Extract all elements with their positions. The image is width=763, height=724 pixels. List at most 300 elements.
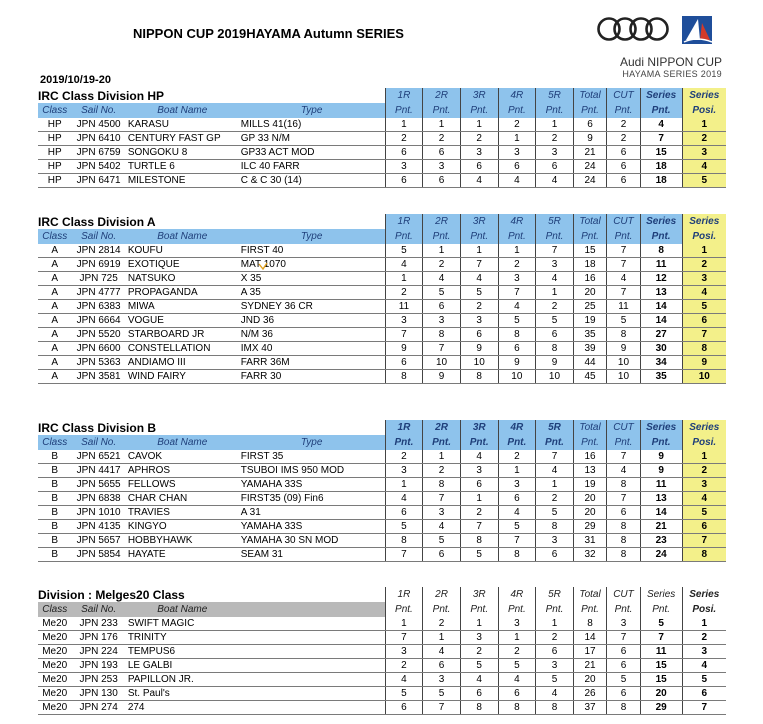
- cell-posi: 1: [682, 244, 726, 258]
- cell-total: 37: [573, 701, 606, 715]
- header-cell: 4R: [498, 214, 536, 229]
- cell-cut: 7: [607, 492, 640, 506]
- cell-class: B: [38, 506, 71, 520]
- cell-r1: 7: [385, 328, 423, 342]
- cell-r2: 3: [423, 506, 461, 520]
- header-cell: Posi.: [682, 103, 726, 118]
- cell-series: 14: [640, 300, 682, 314]
- header-cell: Type: [239, 103, 385, 118]
- cell-boat: CAVOK: [126, 450, 239, 464]
- header-cell: Pnt.: [460, 229, 498, 244]
- cell-r4: 4: [498, 506, 536, 520]
- cell-r3: 5: [460, 286, 498, 300]
- cell-r3: 4: [460, 174, 498, 188]
- cell-r3: 2: [460, 132, 498, 146]
- cell-type: IMX 40: [239, 342, 385, 356]
- header-cell: Series: [640, 587, 682, 602]
- cell-total: 29: [573, 520, 606, 534]
- cell-boat: KARASU: [126, 118, 239, 132]
- header-cell: Sail No.: [71, 103, 125, 118]
- table-row: [38, 314, 726, 328]
- cell-r3: 4: [460, 450, 498, 464]
- logo-subtitle: HAYAMA SERIES 2019: [622, 69, 722, 79]
- cell-boat: CONSTELLATION: [126, 342, 239, 356]
- cell-posi: 5: [682, 300, 726, 314]
- cell-cut: 2: [607, 118, 640, 132]
- cell-r3: 8: [460, 701, 498, 715]
- header-cell: Sail No.: [71, 602, 125, 617]
- header-cell: Boat Name: [126, 435, 239, 450]
- sail-flag-icon: [680, 14, 714, 46]
- cell-posi: 7: [682, 534, 726, 548]
- table-row: [38, 342, 726, 356]
- cell-total: 20: [573, 506, 606, 520]
- cell-boat: St. Paul's: [126, 687, 239, 701]
- header-cell: Pnt.: [536, 602, 574, 617]
- cell-r5: 4: [536, 174, 574, 188]
- cell-total: 26: [573, 687, 606, 701]
- cell-r2: 2: [423, 617, 461, 631]
- cell-r3: 10: [460, 356, 498, 370]
- header-cell: Total: [573, 88, 606, 103]
- header-cell: Series: [640, 420, 682, 435]
- cell-class: HP: [38, 132, 71, 146]
- cell-boat: LE GALBI: [126, 659, 239, 673]
- cell-class: A: [38, 258, 71, 272]
- cell-boat: KINGYO: [126, 520, 239, 534]
- cell-r3: 1: [460, 244, 498, 258]
- cell-r4: 7: [498, 534, 536, 548]
- cell-r4: 6: [498, 342, 536, 356]
- table-row: [38, 631, 726, 645]
- cell-r2: 8: [423, 478, 461, 492]
- header-cell: Pnt.: [607, 103, 640, 118]
- header-cell: Pnt.: [607, 435, 640, 450]
- cell-total: 20: [573, 492, 606, 506]
- cell-series: 20: [640, 687, 682, 701]
- cell-type: FARR 36M: [239, 356, 385, 370]
- header-cell: Pnt.: [536, 103, 574, 118]
- cell-sail: JPN 5655: [71, 478, 125, 492]
- cell-posi: 2: [682, 258, 726, 272]
- header-cell: Class: [38, 602, 71, 617]
- table-row: [38, 645, 726, 659]
- cell-r1: 5: [385, 520, 423, 534]
- header-cell: Pnt.: [536, 435, 574, 450]
- cell-r2: 2: [423, 258, 461, 272]
- cell-sail: JPN 6600: [71, 342, 125, 356]
- cell-total: 8: [573, 617, 606, 631]
- cell-class: B: [38, 478, 71, 492]
- cell-r1: 3: [385, 314, 423, 328]
- cell-series: 7: [640, 631, 682, 645]
- cell-sail: JPN 224: [71, 645, 125, 659]
- cell-r5: 4: [536, 464, 574, 478]
- cell-total: 31: [573, 534, 606, 548]
- cell-series: 27: [640, 328, 682, 342]
- cell-class: A: [38, 328, 71, 342]
- header-cell: Pnt.: [423, 435, 461, 450]
- cell-boat: TRINITY: [126, 631, 239, 645]
- cell-cut: 2: [607, 132, 640, 146]
- cell-r4: 4: [498, 174, 536, 188]
- cell-series: 9: [640, 464, 682, 478]
- cell-r5: 5: [536, 314, 574, 328]
- cell-posi: 7: [682, 701, 726, 715]
- cell-r5: 8: [536, 520, 574, 534]
- cell-boat: MIWA: [126, 300, 239, 314]
- header-cell: Pnt.: [640, 435, 682, 450]
- cell-sail: JPN 176: [71, 631, 125, 645]
- cell-r2: 1: [423, 118, 461, 132]
- cell-class: HP: [38, 174, 71, 188]
- cell-class: A: [38, 300, 71, 314]
- cell-series: 13: [640, 492, 682, 506]
- cell-sail: JPN 6759: [71, 146, 125, 160]
- cell-r1: 4: [385, 258, 423, 272]
- cell-class: B: [38, 492, 71, 506]
- cell-posi: 8: [682, 342, 726, 356]
- cell-type: ILC 40 FARR: [239, 160, 385, 174]
- cell-r4: 3: [498, 146, 536, 160]
- cell-r3: 9: [460, 342, 498, 356]
- header-spacer: [38, 214, 385, 229]
- cell-boat: EXOTIQUE: [126, 258, 239, 272]
- cell-class: Me20: [38, 631, 71, 645]
- cell-total: 16: [573, 450, 606, 464]
- cell-boat: MILESTONE: [126, 174, 239, 188]
- table-row: [38, 478, 726, 492]
- header-cell: Pnt.: [385, 229, 423, 244]
- table-row: [38, 701, 726, 715]
- cell-r5: 2: [536, 300, 574, 314]
- cell-cut: 4: [607, 464, 640, 478]
- table-row: [38, 286, 726, 300]
- cell-sail: JPN 3581: [71, 370, 125, 384]
- cell-r5: 3: [536, 534, 574, 548]
- table-row: [38, 118, 726, 132]
- event-date: 2019/10/19-20: [40, 74, 111, 86]
- cell-type: C & C 30 (14): [239, 174, 385, 188]
- header-cell: Class: [38, 229, 71, 244]
- table-row: [38, 272, 726, 286]
- cell-cut: 6: [607, 506, 640, 520]
- cell-r2: 7: [423, 701, 461, 715]
- cell-total: 9: [573, 132, 606, 146]
- table-row: [38, 258, 726, 272]
- cell-r4: 10: [498, 370, 536, 384]
- cell-posi: 5: [682, 673, 726, 687]
- cell-r3: 2: [460, 645, 498, 659]
- cell-r1: 2: [385, 659, 423, 673]
- results-table: [38, 587, 726, 715]
- header-cell: Boat Name: [126, 602, 239, 617]
- cell-r4: 1: [498, 631, 536, 645]
- table-row: [38, 673, 726, 687]
- header-cell: Total: [573, 420, 606, 435]
- cell-total: 20: [573, 673, 606, 687]
- cell-class: HP: [38, 160, 71, 174]
- cell-series: 14: [640, 314, 682, 328]
- header-cell: Posi.: [682, 602, 726, 617]
- cell-r4: 8: [498, 328, 536, 342]
- cell-cut: 4: [607, 272, 640, 286]
- header-cell: Posi.: [682, 435, 726, 450]
- table-row: [38, 174, 726, 188]
- cell-class: Me20: [38, 645, 71, 659]
- cell-r5: 1: [536, 617, 574, 631]
- header-spacer: [38, 420, 385, 435]
- cell-sail: JPN 6919: [71, 258, 125, 272]
- cell-series: 15: [640, 659, 682, 673]
- logo-name: Audi NIPPON CUP: [619, 55, 722, 69]
- cell-type: JND 36: [239, 314, 385, 328]
- cell-r5: 9: [536, 356, 574, 370]
- cell-posi: 1: [682, 617, 726, 631]
- cell-r5: 4: [536, 687, 574, 701]
- cell-r2: 10: [423, 356, 461, 370]
- cell-sail: JPN 5657: [71, 534, 125, 548]
- header-cell: Pnt.: [607, 229, 640, 244]
- cell-posi: 4: [682, 286, 726, 300]
- cell-r5: 10: [536, 370, 574, 384]
- header-cell: 1R: [385, 587, 423, 602]
- cell-class: A: [38, 244, 71, 258]
- cell-sail: JPN 6471: [71, 174, 125, 188]
- cell-r4: 3: [498, 272, 536, 286]
- cell-type: YAMAHA 33S: [239, 478, 385, 492]
- cell-posi: 3: [682, 478, 726, 492]
- results-table: [38, 214, 726, 384]
- cell-r1: 7: [385, 631, 423, 645]
- cell-boat: KOUFU: [126, 244, 239, 258]
- header-cell: Series: [682, 420, 726, 435]
- header-cell: 1R: [385, 420, 423, 435]
- cell-boat: CHAR CHAN: [126, 492, 239, 506]
- cell-r4: 5: [498, 520, 536, 534]
- cell-boat: VOGUE: [126, 314, 239, 328]
- cell-r5: 1: [536, 286, 574, 300]
- cell-type: [239, 645, 385, 659]
- cell-series: 18: [640, 160, 682, 174]
- cell-cut: 8: [607, 520, 640, 534]
- cell-r2: 1: [423, 244, 461, 258]
- header-cell: Class: [38, 435, 71, 450]
- cell-type: N/M 36: [239, 328, 385, 342]
- header-cell: Series: [682, 214, 726, 229]
- cell-r2: 7: [423, 342, 461, 356]
- cell-r5: 6: [536, 160, 574, 174]
- header-cell: 3R: [460, 214, 498, 229]
- cell-r5: 4: [536, 272, 574, 286]
- table-row: [38, 464, 726, 478]
- cell-cut: 11: [607, 300, 640, 314]
- cell-r3: 6: [460, 328, 498, 342]
- cell-r2: 4: [423, 645, 461, 659]
- cell-r2: 6: [423, 659, 461, 673]
- cell-r4: 6: [498, 492, 536, 506]
- cell-posi: 10: [682, 370, 726, 384]
- cell-r2: 6: [423, 300, 461, 314]
- cell-type: [239, 687, 385, 701]
- header-cell: Pnt.: [460, 435, 498, 450]
- cell-sail: JPN 6410: [71, 132, 125, 146]
- cell-r5: 2: [536, 631, 574, 645]
- cell-r2: 2: [423, 464, 461, 478]
- cell-r5: 5: [536, 506, 574, 520]
- cell-sail: JPN 5854: [71, 548, 125, 562]
- header-cell: 4R: [498, 420, 536, 435]
- header-cell: 2R: [423, 214, 461, 229]
- cell-posi: 4: [682, 659, 726, 673]
- cell-series: 29: [640, 701, 682, 715]
- cell-r2: 7: [423, 492, 461, 506]
- cell-posi: 4: [682, 492, 726, 506]
- header-cell: Pnt.: [573, 602, 606, 617]
- cell-class: A: [38, 272, 71, 286]
- cell-class: Me20: [38, 687, 71, 701]
- cell-class: Me20: [38, 701, 71, 715]
- header-cell: Pnt.: [573, 103, 606, 118]
- cell-sail: JPN 5520: [71, 328, 125, 342]
- cell-r1: 1: [385, 478, 423, 492]
- cell-type: FIRST 35: [239, 450, 385, 464]
- cell-r3: 1: [460, 492, 498, 506]
- cell-cut: 7: [607, 258, 640, 272]
- cell-r3: 7: [460, 520, 498, 534]
- cell-type: [239, 701, 385, 715]
- cell-total: 24: [573, 174, 606, 188]
- cell-series: 13: [640, 286, 682, 300]
- cell-r2: 2: [423, 132, 461, 146]
- cell-sail: JPN 1010: [71, 506, 125, 520]
- header-cell: Series: [682, 587, 726, 602]
- cell-series: 34: [640, 356, 682, 370]
- cell-r1: 1: [385, 272, 423, 286]
- cell-r4: 1: [498, 132, 536, 146]
- cell-r1: 3: [385, 464, 423, 478]
- cell-total: 44: [573, 356, 606, 370]
- header-cell: Total: [573, 214, 606, 229]
- cell-series: 24: [640, 548, 682, 562]
- cell-type: MAT 1070: [239, 258, 385, 272]
- cell-r4: 4: [498, 673, 536, 687]
- cell-total: 14: [573, 631, 606, 645]
- cell-r1: 1: [385, 617, 423, 631]
- cell-r5: 2: [536, 132, 574, 146]
- cell-total: 24: [573, 160, 606, 174]
- cell-type: FARR 30: [239, 370, 385, 384]
- section-title: IRC Class Division HP: [38, 89, 165, 103]
- cell-boat: SWIFT MAGIC: [126, 617, 239, 631]
- cell-r5: 1: [536, 118, 574, 132]
- cell-posi: 6: [682, 314, 726, 328]
- cell-r5: 3: [536, 146, 574, 160]
- cell-r3: 3: [460, 146, 498, 160]
- cell-r4: 8: [498, 548, 536, 562]
- cell-r4: 2: [498, 258, 536, 272]
- cell-total: 19: [573, 478, 606, 492]
- cell-posi: 9: [682, 356, 726, 370]
- cell-r4: 3: [498, 617, 536, 631]
- table-row: [38, 370, 726, 384]
- header-cell: CUT: [607, 88, 640, 103]
- cell-r3: 7: [460, 258, 498, 272]
- table-row: [38, 687, 726, 701]
- cell-boat: WIND FAIRY: [126, 370, 239, 384]
- cell-r3: 4: [460, 673, 498, 687]
- cell-boat: PAPILLON JR.: [126, 673, 239, 687]
- table-row: [38, 356, 726, 370]
- cell-total: 21: [573, 659, 606, 673]
- cell-cut: 6: [607, 146, 640, 160]
- cell-r1: 2: [385, 286, 423, 300]
- header-cell: 1R: [385, 88, 423, 103]
- cell-class: Me20: [38, 617, 71, 631]
- header-cell: Pnt.: [423, 602, 461, 617]
- cell-series: 12: [640, 272, 682, 286]
- cell-posi: 3: [682, 645, 726, 659]
- cell-r1: 6: [385, 146, 423, 160]
- table-row: [38, 160, 726, 174]
- cell-series: 18: [640, 174, 682, 188]
- cell-r2: 3: [423, 673, 461, 687]
- header-cell: 5R: [536, 88, 574, 103]
- header-cell: Boat Name: [126, 229, 239, 244]
- cell-sail: JPN 253: [71, 673, 125, 687]
- cell-r4: 8: [498, 701, 536, 715]
- cell-total: 19: [573, 314, 606, 328]
- header-cell: 1R: [385, 214, 423, 229]
- cell-cut: 3: [607, 617, 640, 631]
- cell-sail: JPN 233: [71, 617, 125, 631]
- header-cell: Total: [573, 587, 606, 602]
- cell-total: 17: [573, 645, 606, 659]
- header-cell: Sail No.: [71, 435, 125, 450]
- cell-r4: 5: [498, 659, 536, 673]
- table-row: [38, 146, 726, 160]
- cell-r3: 3: [460, 631, 498, 645]
- header-cell: Type: [239, 435, 385, 450]
- cell-boat: TRAVIES: [126, 506, 239, 520]
- cell-r5: 7: [536, 244, 574, 258]
- cell-r4: 2: [498, 645, 536, 659]
- cell-sail: JPN 274: [71, 701, 125, 715]
- header-cell: Class: [38, 103, 71, 118]
- cell-r3: 2: [460, 506, 498, 520]
- cell-boat: ANDIAMO III: [126, 356, 239, 370]
- cell-class: Me20: [38, 659, 71, 673]
- cell-r3: 6: [460, 160, 498, 174]
- cell-class: A: [38, 370, 71, 384]
- cell-cut: 9: [607, 342, 640, 356]
- cell-boat: APHROS: [126, 464, 239, 478]
- cell-r5: 8: [536, 342, 574, 356]
- cell-class: HP: [38, 146, 71, 160]
- results-table: [38, 88, 726, 188]
- cell-posi: 2: [682, 631, 726, 645]
- cell-cut: 6: [607, 659, 640, 673]
- cell-posi: 8: [682, 548, 726, 562]
- header-cell: 4R: [498, 587, 536, 602]
- section-title: IRC Class Division A: [38, 215, 156, 229]
- cell-type: [239, 673, 385, 687]
- cell-r1: 4: [385, 492, 423, 506]
- cell-cut: 7: [607, 286, 640, 300]
- cell-series: 14: [640, 506, 682, 520]
- cell-sail: JPN 2814: [71, 244, 125, 258]
- cell-r1: 5: [385, 687, 423, 701]
